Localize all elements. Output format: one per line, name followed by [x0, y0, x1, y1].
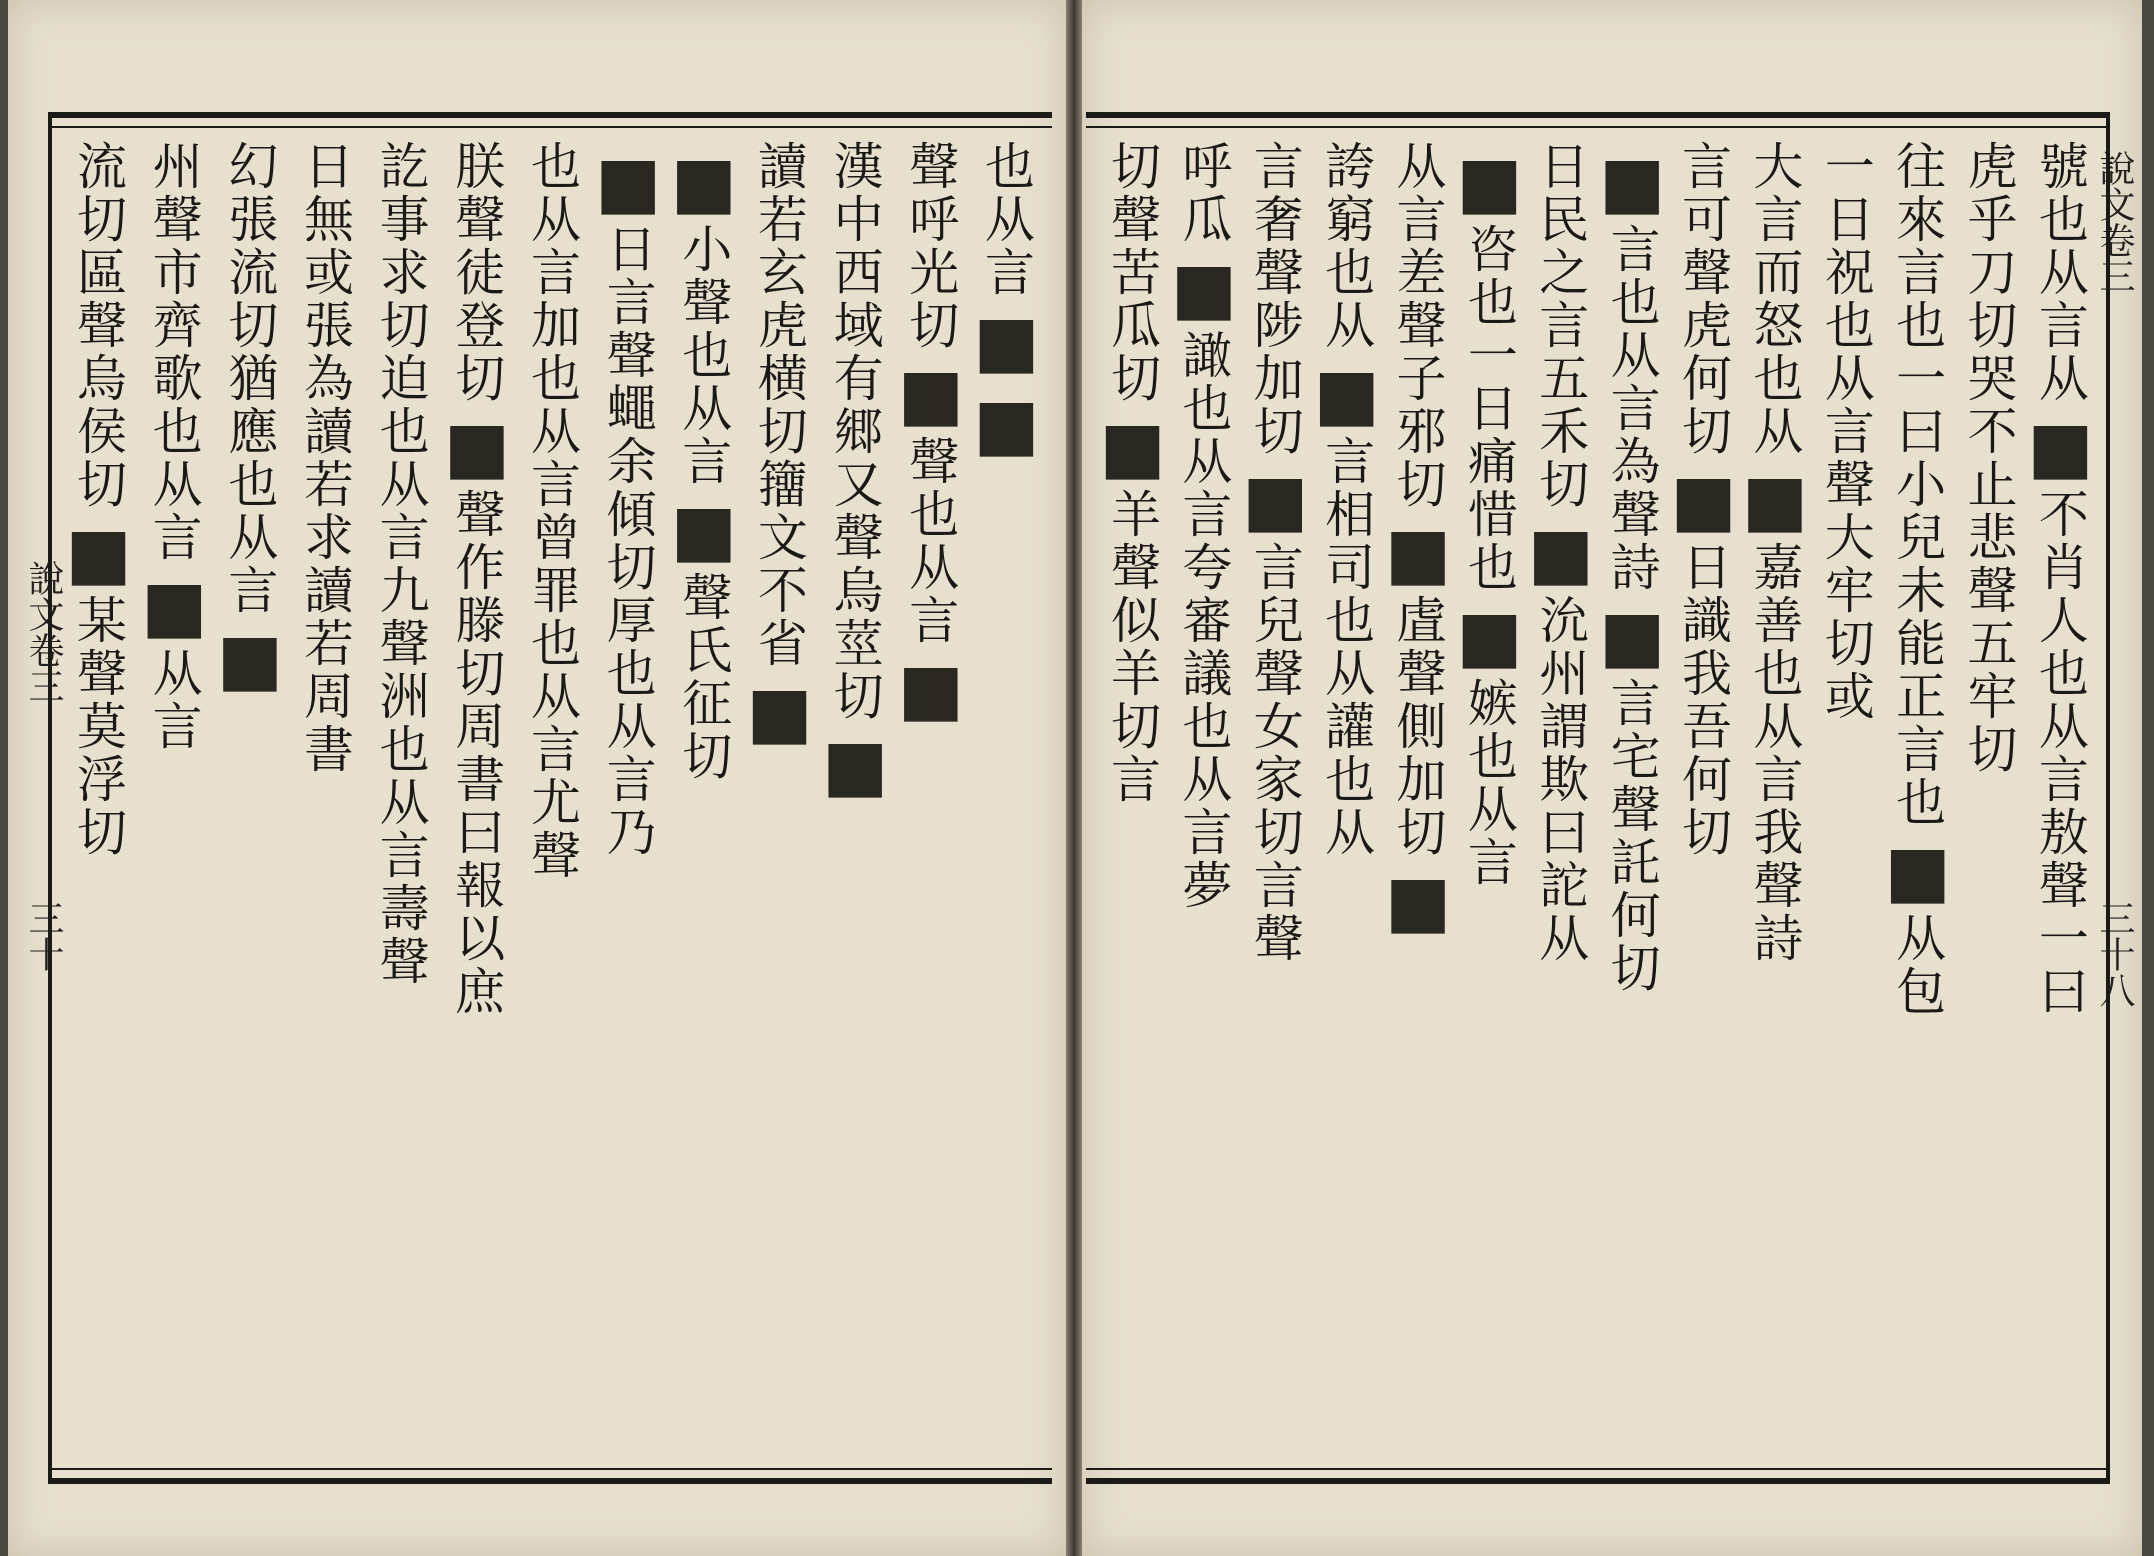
right-seal-character: ■ — [1733, 458, 1817, 541]
left-seal-character: ■ — [889, 352, 973, 435]
left-text-segment: 朕聲徒登切 — [447, 140, 506, 405]
left-text-segment: 張流切 — [220, 193, 279, 352]
left-seal-character: ■ — [662, 140, 746, 223]
right-text-segment: 誇 — [1317, 140, 1376, 193]
right-column — [1662, 140, 1745, 1456]
left-seal-character: ■ — [586, 140, 670, 223]
right-text-segment: 沇州謂欺曰詑从 — [1531, 594, 1590, 965]
right-seal-character: ■ — [1590, 594, 1674, 677]
left-seal-character: ■ — [435, 405, 519, 488]
right-text-segment: 虎乎刀切 — [1959, 140, 2018, 352]
left-text-segment: 齊歌也从言 — [144, 299, 203, 564]
right-column — [1233, 140, 1317, 1456]
right-text-segment: 譀也从言夸 — [1174, 329, 1233, 594]
right-text-segment: 聲苦瓜切 — [1103, 193, 1161, 405]
left-text-segment: 周書 — [295, 670, 354, 776]
right-text-segment: 言兒聲女家切 — [1245, 541, 1304, 859]
left-text-segment: 讀若求 — [295, 405, 354, 564]
right-text-segment: 哭不止悲聲 — [1959, 352, 2018, 617]
right-text-segment: 不肖人也从言敖聲一曰 — [2030, 488, 2089, 1018]
right-seal-character: ■ — [1305, 352, 1389, 435]
left-column — [889, 140, 973, 1456]
right-text-segment: 窮也从 — [1317, 193, 1376, 352]
right-text-segment: 司也从 — [1317, 541, 1376, 700]
right-text-segment: 日民之 — [1531, 140, 1590, 299]
left-inner-rule-bottom — [52, 1468, 1052, 1470]
right-column — [1376, 140, 1460, 1456]
right-text-segment: 嫉也从言 — [1459, 677, 1518, 889]
left-text-segment: 洲也从言壽聲 — [371, 670, 430, 988]
right-seal-character: ■ — [1233, 458, 1317, 541]
right-text-segment: 嘉善也从言我聲詩 — [1745, 541, 1804, 965]
left-folio-number: 三十 — [23, 900, 64, 972]
right-text-segment: 言宅聲託何切 — [1602, 677, 1661, 995]
left-seal-character: ■ — [813, 723, 897, 806]
right-text-segment: 从包 — [1888, 912, 1947, 1018]
left-text-segment: 籒文 — [749, 458, 808, 564]
right-column — [1733, 140, 1817, 1456]
right-text-segment: 言 — [1103, 753, 1161, 806]
left-text-segment: 小聲也从言 — [674, 223, 733, 488]
right-text-segment: 我吾何切 — [1674, 647, 1732, 859]
right-seal-character: ■ — [1447, 140, 1531, 223]
right-seal-character: ■ — [1876, 829, 1960, 912]
left-text-segment: 日言 — [598, 223, 657, 329]
left-column — [813, 140, 897, 1456]
right-seal-character: ■ — [1376, 511, 1460, 594]
left-text-segment: 厚也从言乃 — [598, 594, 657, 859]
left-text-segment: 也从言 — [522, 140, 581, 299]
left-column — [586, 140, 670, 1456]
left-text-segment: 讀若 — [295, 564, 354, 670]
right-seal-character: ■ — [2018, 405, 2102, 488]
right-seal-character: ■ — [1447, 594, 1531, 677]
left-column — [208, 140, 292, 1456]
left-text-segment: 不省 — [749, 564, 808, 670]
right-text-segment: 言 — [1245, 859, 1304, 912]
left-text-segment: 也 — [976, 140, 1035, 193]
right-column — [1091, 140, 1174, 1456]
right-text-segment: 从言差聲子邪切 — [1388, 140, 1447, 511]
right-margin-title: 說文卷三 — [2094, 150, 2135, 294]
left-text-segment: 周書曰報以庶 — [447, 700, 506, 1018]
right-column — [1519, 140, 1603, 1456]
left-seal-character: ■ — [964, 299, 1048, 382]
right-text-segment: 呼瓜 — [1174, 140, 1233, 246]
left-seal-character: ■ — [57, 511, 140, 594]
left-inner-rule-top — [52, 126, 1052, 128]
left-text-segment: 聲也从言 — [901, 435, 960, 647]
left-text-segment: 幻 — [220, 140, 279, 193]
right-text-segment: 日識 — [1674, 541, 1732, 647]
right-text-segment: 往來言也一曰小兒未能正言也 — [1888, 140, 1947, 829]
left-margin-title: 說文卷三 — [23, 560, 64, 704]
left-column — [57, 140, 140, 1456]
left-text-segment: 某聲莫浮切 — [69, 594, 127, 859]
right-column — [1590, 140, 1674, 1456]
right-text-segment: 言可聲虎何切 — [1674, 140, 1732, 458]
right-text-segment: 夢 — [1174, 859, 1233, 912]
right-seal-character: ■ — [1662, 458, 1745, 541]
left-seal-character: ■ — [889, 647, 973, 730]
left-text-segment: 州聲市 — [144, 140, 203, 299]
left-text-segment: 罪也从言尤聲 — [522, 564, 581, 882]
left-seal-character: ■ — [662, 488, 746, 571]
left-text-segment: 迫也从言九聲 — [371, 352, 430, 670]
left-text-segment: 聲氏征切 — [674, 571, 733, 783]
right-seal-character: ■ — [1519, 511, 1603, 594]
left-text-segment: 加也从言曾 — [522, 299, 581, 564]
left-seal-character: ■ — [208, 617, 292, 700]
left-text-segment: 聲作滕切 — [447, 488, 506, 700]
left-text-segment: 从言 — [144, 647, 203, 753]
right-inner-rule-bottom — [1086, 1468, 2106, 1470]
right-text-segment: 言奢聲陟加切 — [1245, 140, 1304, 458]
right-text-segment: 讙也从 — [1317, 700, 1376, 859]
left-text-segment: 从言 — [976, 193, 1035, 299]
left-text-columns — [57, 140, 1048, 1456]
right-text-segment: 號也从言从 — [2030, 140, 2089, 405]
right-text-segment: 五牢切 — [1959, 617, 2018, 776]
right-text-segment: 言也从言為聲詩 — [1602, 223, 1661, 594]
left-seal-character: ■ — [964, 382, 1048, 465]
left-column — [435, 140, 519, 1456]
left-text-segment: 訖事 — [371, 140, 430, 246]
left-text-segment: 區聲烏侯切 — [69, 246, 127, 511]
book-gutter — [1066, 0, 1082, 1556]
left-text-segment: 求切 — [371, 246, 430, 352]
right-text-segment: 切 — [1103, 140, 1161, 193]
right-text-segment: 言相 — [1317, 435, 1376, 541]
right-column — [2018, 140, 2102, 1456]
right-text-segment: 聲大牢切 — [1816, 458, 1875, 670]
right-text-segment: 羊聲似羊切 — [1103, 488, 1161, 753]
left-text-frame — [48, 112, 1052, 1484]
left-column — [520, 140, 584, 1456]
left-column — [662, 140, 746, 1456]
right-column — [1305, 140, 1389, 1456]
left-column — [293, 140, 357, 1456]
right-column — [1162, 140, 1246, 1456]
right-text-segment: 聲 — [1245, 912, 1304, 965]
right-folio-number: 三十八 — [2094, 900, 2135, 1008]
right-text-frame — [1086, 112, 2110, 1484]
right-seal-character: ■ — [1376, 859, 1460, 942]
left-text-segment: 猶應也从言 — [220, 352, 279, 617]
right-column — [1447, 140, 1531, 1456]
right-text-segment: 或 — [1816, 670, 1875, 723]
right-seal-character: ■ — [1590, 140, 1674, 223]
right-text-columns — [1091, 140, 2102, 1456]
right-column — [1957, 140, 2021, 1456]
left-column — [964, 140, 1048, 1456]
right-text-segment: 言五禾切 — [1531, 299, 1590, 511]
left-column — [132, 140, 216, 1456]
left-text-segment: 聲呼光切 — [901, 140, 960, 352]
left-text-segment: 漢中西域有 — [825, 140, 884, 405]
right-text-segment: 審議也从言 — [1174, 594, 1233, 859]
left-text-segment: 聲蠅余傾切 — [598, 329, 657, 594]
right-column — [1814, 140, 1878, 1456]
right-page — [1082, 0, 2142, 1556]
right-text-segment: 一日祝也从言 — [1816, 140, 1875, 458]
right-text-segment: 大言而怒也从 — [1745, 140, 1804, 458]
left-column — [369, 140, 433, 1456]
left-text-segment: 讀若 — [749, 140, 808, 246]
right-seal-character: ■ — [1162, 246, 1246, 329]
left-seal-character: ■ — [737, 670, 821, 753]
left-seal-character: ■ — [132, 564, 216, 647]
left-column — [737, 140, 821, 1456]
left-text-segment: 流切 — [69, 140, 127, 246]
left-text-segment: 玄虎横切 — [749, 246, 808, 458]
left-page — [8, 0, 1066, 1556]
right-text-segment: 虘聲側加切 — [1388, 594, 1447, 859]
right-text-segment: 咨也一日痛惜也 — [1459, 223, 1518, 594]
left-text-segment: 日無或 — [295, 140, 354, 299]
right-inner-rule-top — [1086, 126, 2106, 128]
right-column — [1876, 140, 1960, 1456]
left-text-segment: 聲烏莖切 — [825, 511, 884, 723]
left-text-segment: 張為 — [295, 299, 354, 405]
right-seal-character: ■ — [1091, 405, 1174, 488]
left-text-segment: 郷又 — [825, 405, 884, 511]
